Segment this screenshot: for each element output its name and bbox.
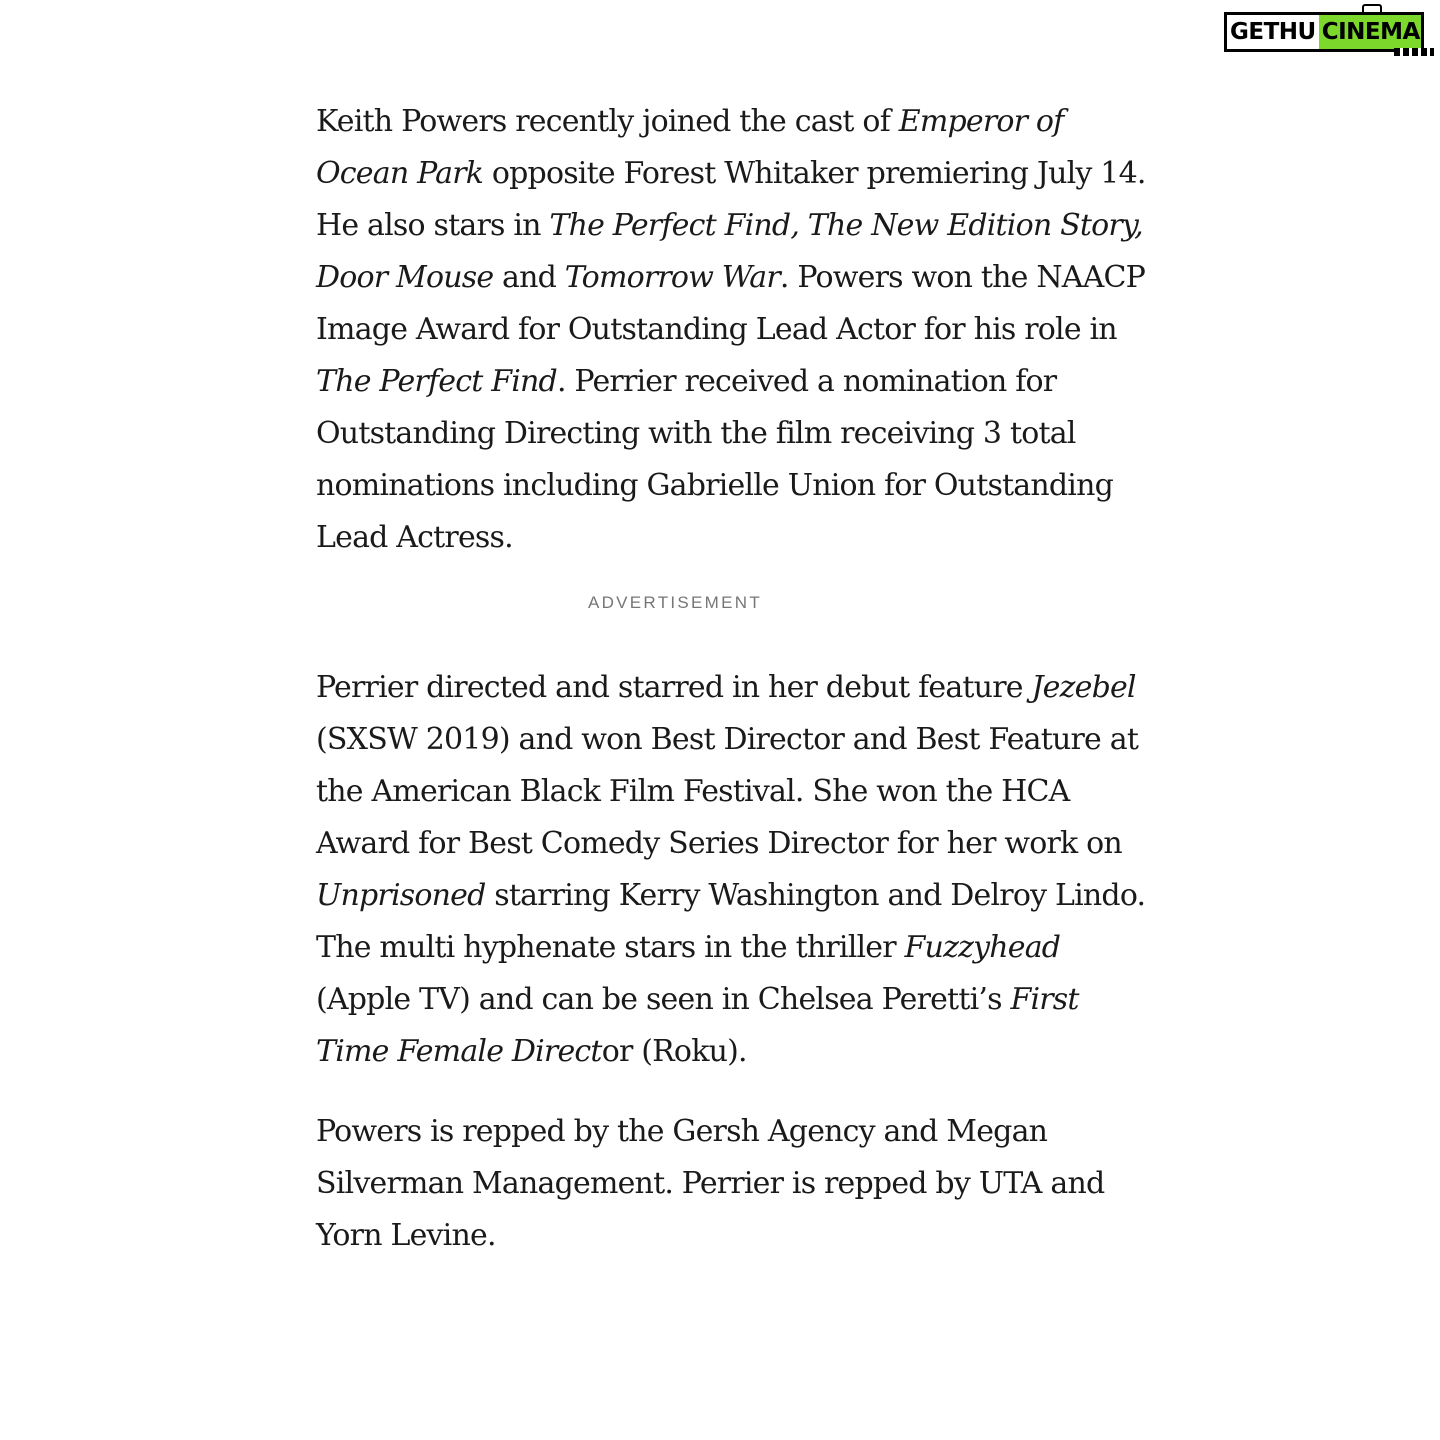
paragraph-2 [316, 662, 1146, 1078]
italic-title-text: Fuzzyhead [904, 930, 1061, 965]
logo-box [1224, 12, 1424, 52]
body-text: Keith Powers recently joined the cast of [316, 104, 899, 139]
italic-title-text: First Time Female Direct [316, 982, 1079, 1069]
logo-text-part2: CINEMA [1319, 15, 1423, 49]
italic-title-text: The Perfect Find, The New Edition Story, Door Mouse [316, 208, 1143, 295]
italic-title-text: Jezebel [1031, 670, 1136, 705]
body-text: Powers is repped by the Gersh Agency and Megan Silverman Management. Perrier is repped by UTA and Yorn Levine. [316, 1114, 1105, 1253]
body-text: opposite Forest Whitaker premiering July 14. He also stars in [316, 156, 1146, 243]
paragraph-3 [316, 1106, 1146, 1262]
article-body [316, 96, 1146, 1262]
advertisement-label: ADVERTISEMENT [587, 593, 763, 612]
italic-title-text: The Perfect Find [316, 364, 557, 399]
body-text: . Perrier received a nomination for Outstanding Directing with the film receiving 3 total nominations including Gabrielle Union for Outstanding Lead Actress. [316, 364, 1114, 555]
paragraph-1 [316, 96, 1146, 564]
italic-title-text: Emperor of Ocean Park [316, 104, 1064, 191]
body-text: . Powers won the NAACP Image Award for Outstanding Lead Actor for his role in [316, 260, 1146, 347]
body-text: and [493, 260, 565, 295]
italic-title-text: Unprisoned [316, 878, 486, 913]
watermark-logo [1224, 4, 1436, 58]
body-text: starring Kerry Washington and Delroy Lindo. The multi hyphenate stars in the thriller [316, 878, 1146, 965]
body-text: (SXSW 2019) and won Best Director and Best Feature at the American Black Film Festival. She won the HCA Award for Best Comedy Series Director for her work on [316, 722, 1139, 861]
logo-text-part1: GETHU [1230, 19, 1316, 45]
italic-title-text: Tomorrow War [564, 260, 780, 295]
film-reel-icon [1394, 48, 1434, 56]
body-text: or (Roku). [601, 1034, 747, 1069]
body-text: (Apple TV) and can be seen in Chelsea Peretti’s [316, 982, 1011, 1017]
body-text: Perrier directed and starred in her debut feature [316, 670, 1032, 705]
